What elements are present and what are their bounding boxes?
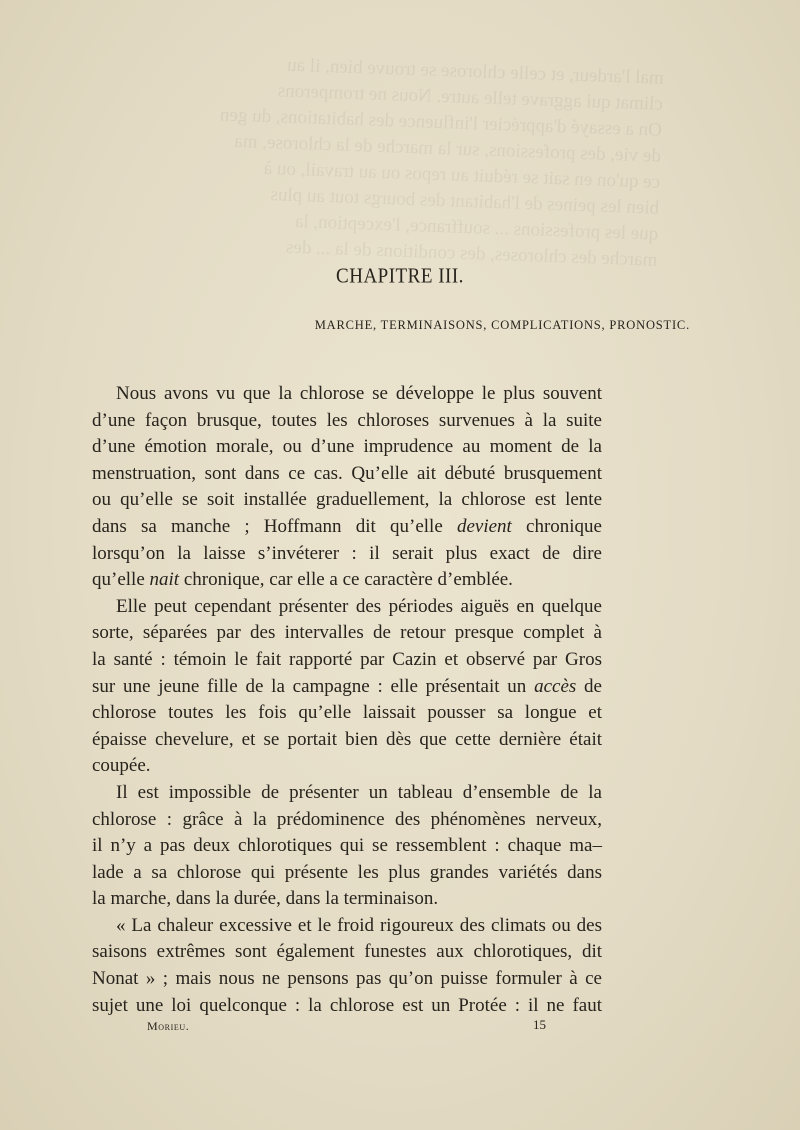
text-line: menstruation, sont dans ce cas. Qu’elle ait débuté brusquement [92, 462, 602, 484]
emphasized-word: devient [456, 515, 512, 537]
text-line: lade a sa chlorose qui présente les plus grandes variétés dans [92, 861, 602, 883]
text-line: coupée. [92, 755, 151, 777]
text-segment: sur une jeune fille de la campagne : elle présentait un [92, 675, 535, 697]
paragraph [92, 381, 602, 594]
text-line: « La chaleur excessive et le froid rigoureux des climats ou des [116, 914, 602, 936]
text-segment: de [576, 675, 602, 697]
text-line: Nous avons vu que la chlorose se développe le plus souvent [116, 383, 602, 404]
chapter-title: CHAPITRE III. [336, 264, 464, 289]
emphasized-word: nait [149, 569, 180, 591]
text-line [92, 514, 602, 541]
text-line: Nonat » ; mais nous ne pensons pas qu’on puisse formuler à ce [92, 968, 602, 990]
text-segment: chronique, car elle a ce caractère d’emblée. [179, 569, 513, 591]
paragraph [92, 594, 602, 780]
paragraph [92, 780, 602, 913]
chapter-subtitle: MARCHE, TERMINAISONS, COMPLICATIONS, PRONOSTIC. [314, 318, 690, 332]
text-line: chlorose toutes les fois qu’elle laissait pousser sa longue et [92, 702, 602, 724]
text-line: sorte, séparées par des intervalles de retour presque complet à [92, 622, 602, 644]
text-line: la marche, dans la durée, dans la terminaison. [92, 888, 439, 910]
text-line: Elle peut cependant présenter des périodes aiguës en quelque [116, 595, 602, 617]
text-line: Il est impossible de présenter un tableau d’ensemble de la [116, 781, 602, 803]
footer-author-signature: Morieu. [147, 1019, 190, 1033]
text-line: d’une émotion morale, ou d’une imprudence au moment de la [92, 436, 602, 458]
text-line: saisons extrêmes sont également funestes aux chlorotiques, dit [92, 941, 602, 963]
text-line: d’une façon brusque, toutes les chloroses survenues à la suite [92, 409, 602, 431]
paragraph [92, 913, 602, 1019]
text-line: sujet une loi quelconque : la chlorose est un Protée : il ne faut [92, 994, 602, 1016]
footer-sheet-signature: 15 [533, 1017, 546, 1032]
text-line [92, 674, 602, 701]
text-segment: qu’elle [92, 569, 150, 591]
text-line: chlorose : grâce à la prédominence des phénomènes nerveux, [92, 808, 602, 830]
text-line: épaisse chevelure, et se portait bien dès que cette dernière était [92, 728, 602, 750]
text-line [92, 567, 602, 594]
body-text [92, 381, 602, 1019]
text-line: la santé : témoin le fait rapporté par Cazin et observé par Gros [92, 648, 602, 670]
text-segment: dans sa manche ; Hoffmann dit qu’elle [92, 515, 457, 537]
text-line: il n’y a pas deux chlorotiques qui se ressemblent : chaque ma– [92, 835, 602, 857]
emphasized-word: accès [534, 675, 577, 697]
text-segment: chronique [511, 515, 602, 537]
text-line: lorsqu’on la laisse s’invéterer : il serait plus exact de dire [92, 542, 602, 564]
show-through-texture: mal l'ardeur, et celle chlorose se trouve bien, il au climat qui aggrave telle autre. Nous ne tromperons On a essayé d'apprécier l'influence des habitations, du gen de vie, des professions, sur la marche de la chlorose, ma ce qu'on en sait se réduit au repos ou au travail, ou à bien les peines de l'habitant des bourgs tout au plus que les professions ... souffrance, l'exception, la marche des chloroses, des conditions de la ... des [219, 54, 665, 271]
text-line: ou qu’elle se soit installée graduellement, la chlorose est lente [92, 489, 602, 511]
